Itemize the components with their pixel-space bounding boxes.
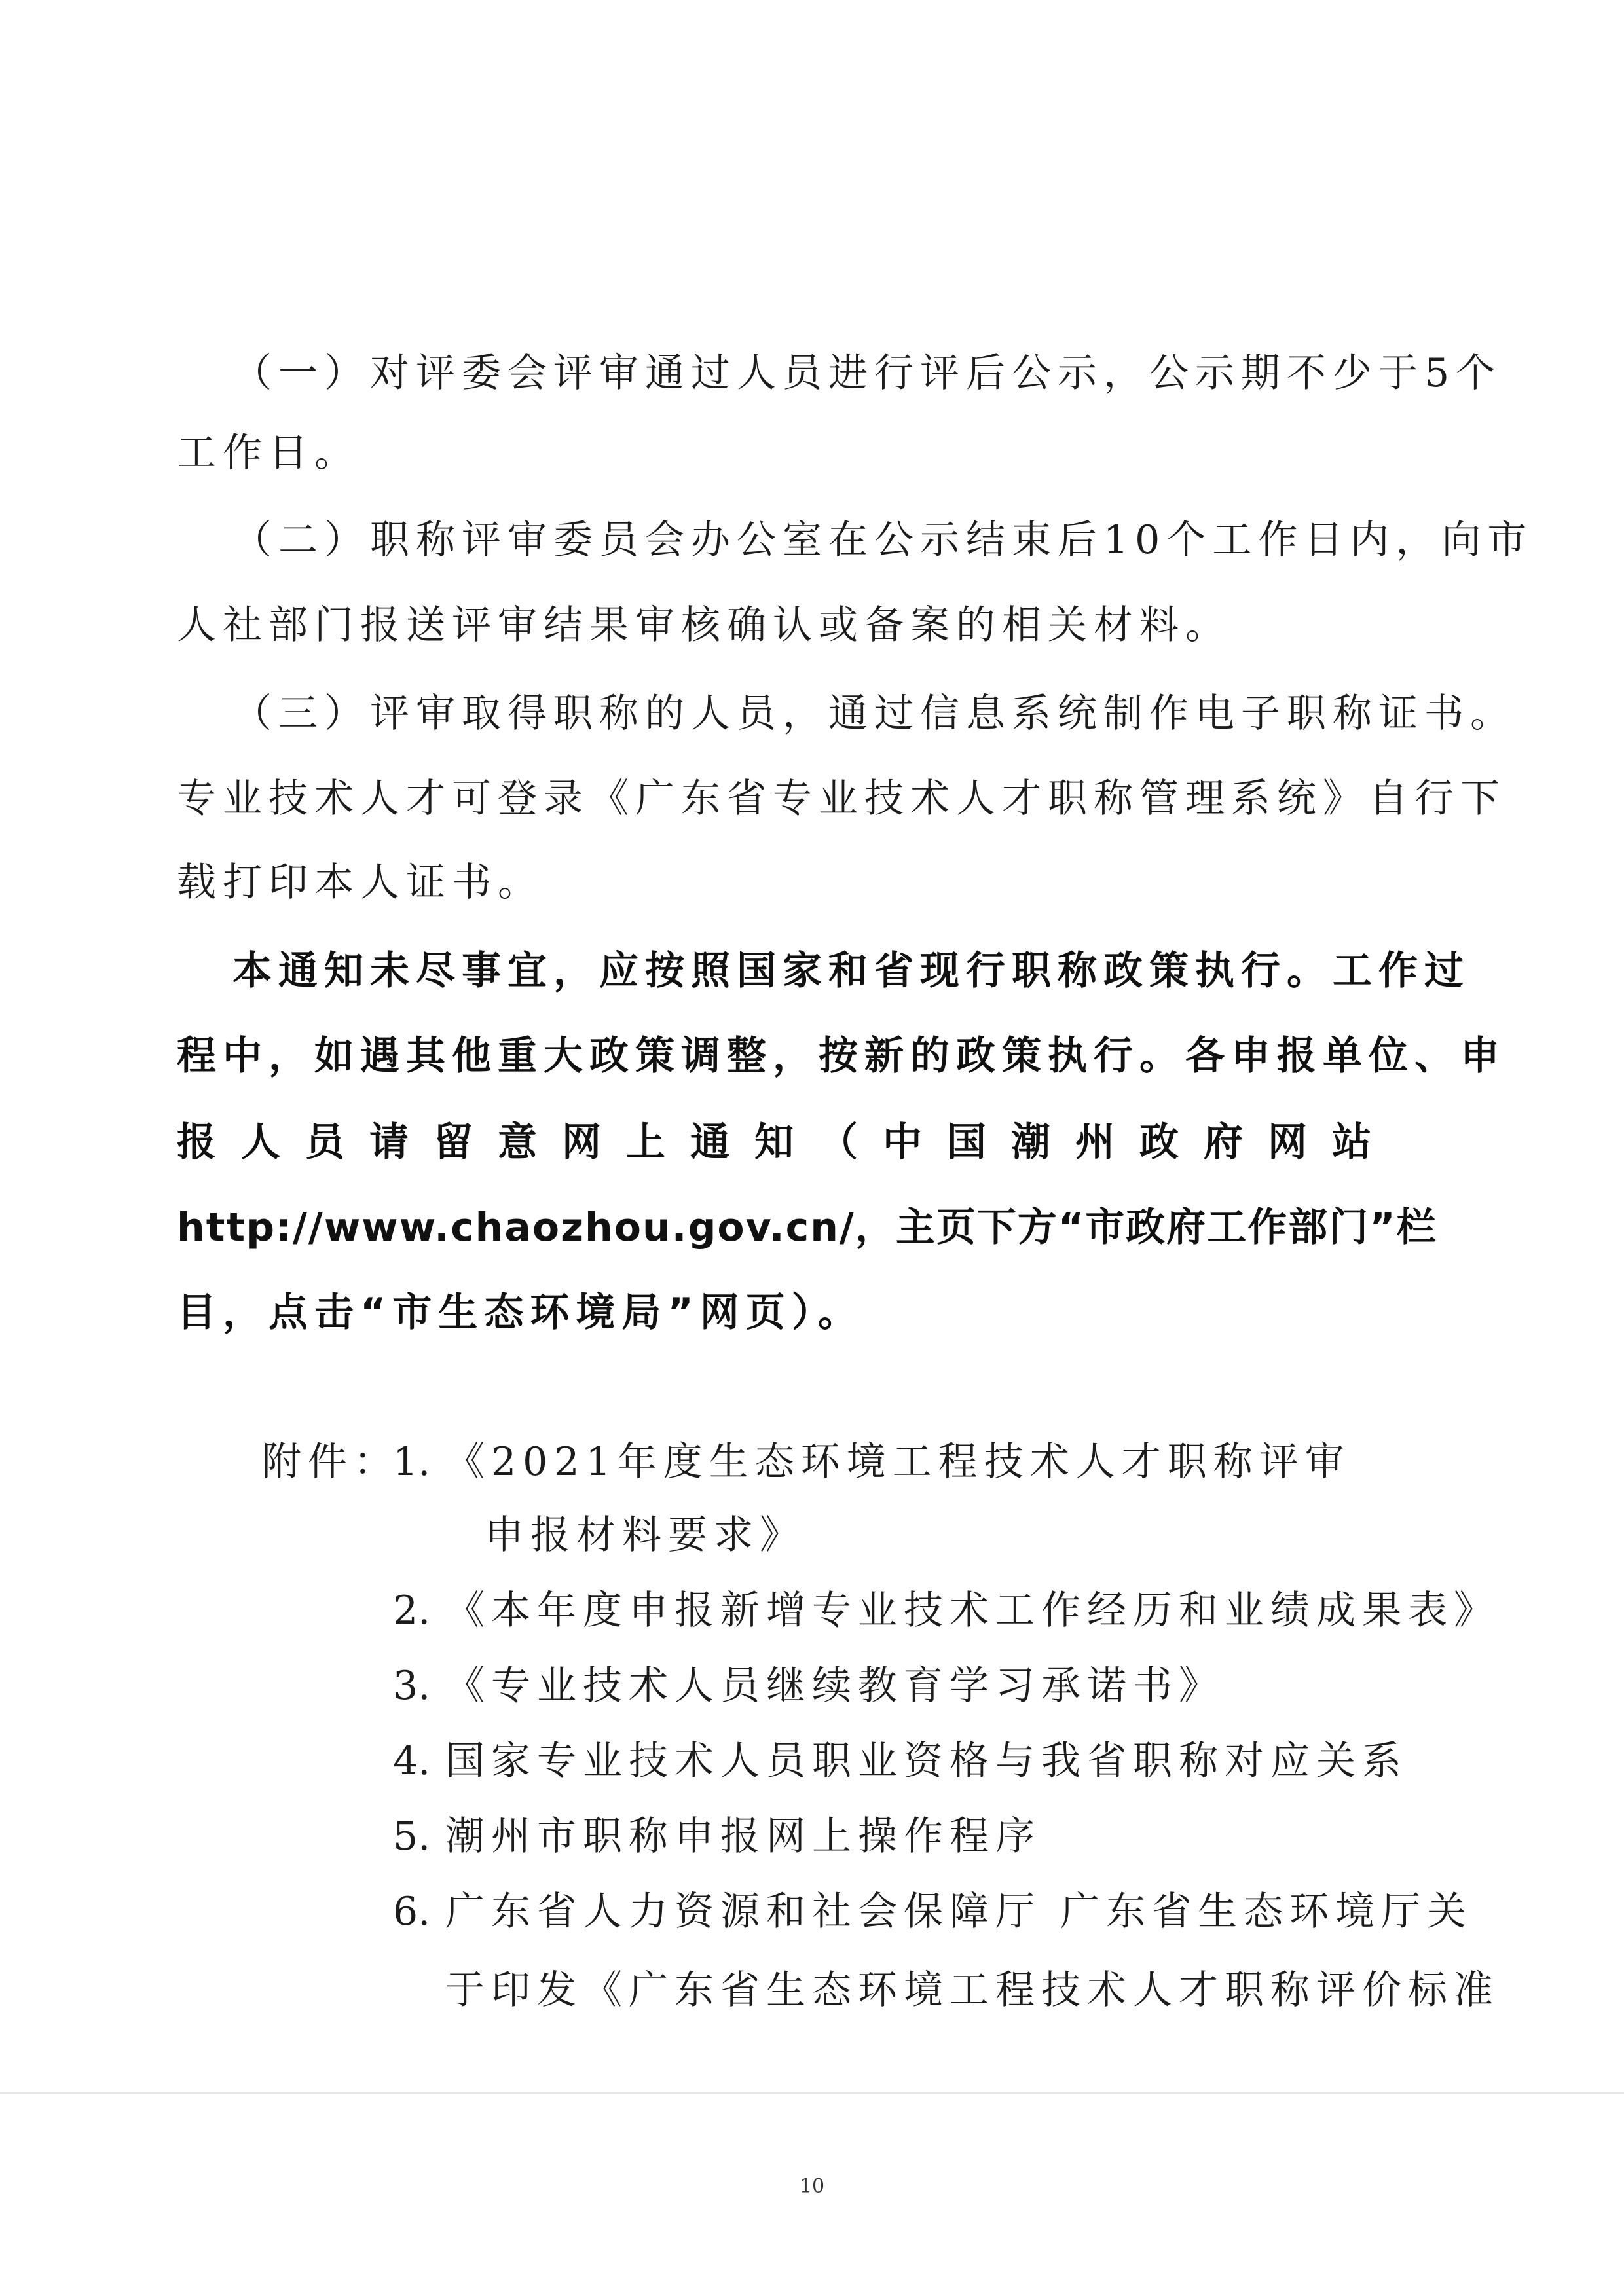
attachments-label: 附件： [262, 1439, 399, 1485]
attachment-5-title: 潮州市职称申报网上操作程序 [445, 1813, 1041, 1859]
item-2-line-1: （二）职称评审委员会办公室在公示结束后10个工作日内，向市 [232, 517, 1534, 563]
item-1-line-2: 工作日。 [177, 430, 360, 476]
page-number: 10 [799, 2175, 825, 2198]
item-3-line-3: 载打印本人证书。 [177, 860, 544, 905]
notice-line-3: 报人员请留意网上通知（中国潮州政府网站 [177, 1120, 1396, 1165]
notice-line-2: 程中，如遇其他重大政策调整，按新的政策执行。各申报单位、申 [177, 1033, 1506, 1079]
attachment-6-number: 6. [393, 1889, 431, 1935]
notice-line-5: 目，点击“市生态环境局”网页）。 [177, 1290, 864, 1336]
attachment-1-number: 1. [393, 1439, 431, 1485]
attachment-6-title: 广东省人力资源和社会保障厅 广东省生态环境厅关 [445, 1889, 1473, 1935]
attachment-6-title-cont: 于印发《广东省生态环境工程技术人才职称评价标准 [445, 1967, 1500, 2013]
attachment-3-title: 《专业技术人员继续教育学习承诺书》 [445, 1663, 1225, 1709]
item-3-line-2: 专业技术人才可登录《广东省专业技术人才职称管理系统》自行下 [177, 776, 1506, 822]
attachment-2-title: 《本年度申报新增专业技术工作经历和业绩成果表》 [445, 1588, 1500, 1633]
attachment-1-title: 《2021年度生态环境工程技术人才职称评审 [445, 1439, 1351, 1485]
attachment-3-number: 3. [393, 1663, 431, 1709]
attachment-4-number: 4. [393, 1738, 431, 1784]
item-2-line-2: 人社部门报送评审结果审核确认或备案的相关材料。 [177, 602, 1231, 648]
item-1-line-1: （一）对评委会评审通过人员进行评后公示，公示期不少于5个 [232, 350, 1502, 396]
attachment-2-number: 2. [393, 1588, 431, 1633]
item-3-line-1: （三）评审取得职称的人员，通过信息系统制作电子职称证书。 [232, 691, 1516, 737]
notice-line-4: http://www.chaozhou.gov.cn/，主页下方“市政府工作部门”栏 [177, 1205, 1437, 1250]
attachment-5-number: 5. [393, 1813, 431, 1859]
attachment-1-title-cont: 申报材料要求》 [485, 1512, 805, 1558]
attachment-4-title: 国家专业技术人员职业资格与我省职称对应关系 [445, 1738, 1408, 1784]
notice-line-1: 本通知未尽事宜，应按照国家和省现行职称政策执行。工作过 [232, 948, 1470, 994]
scan-edge-divider [0, 2092, 1624, 2094]
